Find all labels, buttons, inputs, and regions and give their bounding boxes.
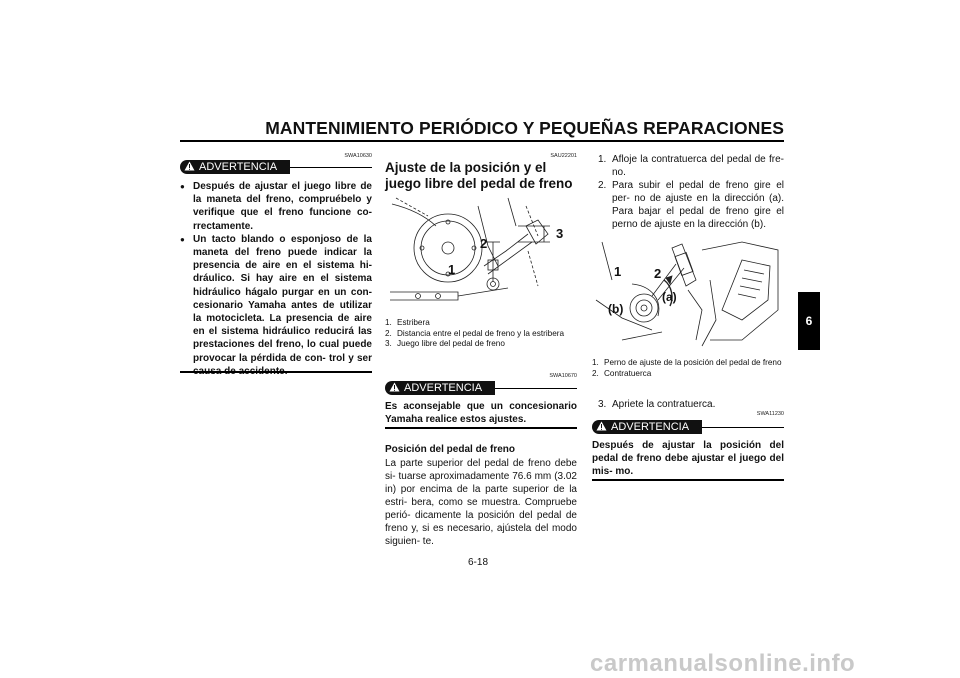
warning-end-rule [592, 479, 784, 481]
brake-pedal-figure [388, 196, 578, 308]
warning-header-line [702, 427, 784, 428]
caption-item: 2. Distancia entre el pedal de freno y la estribera [385, 328, 565, 338]
warning-end-rule [180, 371, 372, 373]
figure-callout: (b) [608, 302, 624, 316]
steps-list [598, 153, 784, 231]
section-heading: Ajuste de la posición y el juego libre del pedal de freno [385, 160, 573, 191]
footer-watermark[interactable]: carmanualsonline.info [590, 650, 856, 677]
warning-bullet: ● Un tacto blando o esponjoso de la maneta del freno puede indicar la presencia de aire en el sistema hi- dráulico. Si hay aire en el sistema hidráulico hágalo purgar en un con- cesionario Yamaha antes de utilizar la motocicleta. La presencia de aire en el sistema hidráulico reducirá las prestaciones del freno, lo cual puede provocar la pérdida de con- trol y ser [180, 233, 372, 378]
warning-triangle-icon [596, 421, 607, 434]
caption-item: 3. Juego libre del pedal de freno [385, 339, 505, 348]
warning-body [180, 180, 372, 378]
figure-callout: 1 [614, 264, 622, 279]
warning-text: Es aconsejable que un concesionario Yamaha realice estos ajustes. [385, 401, 577, 426]
warning-badge [592, 420, 702, 434]
step-item: 2. Para subir el pedal de freno gire el per- no de ajuste en la dirección (a). Para bajar el pedal de freno gire el perno de ajuste en la dirección (b). [598, 180, 784, 230]
warning-header [592, 420, 784, 434]
warning-header [180, 160, 372, 174]
adjusting-bolt-figure [592, 240, 784, 350]
warning-triangle-icon [389, 382, 400, 395]
warning-code: SWA10630 [344, 153, 372, 159]
warning-text: Después de ajustar la posición del pedal de freno debe ajustar el juego del mis- mo. [592, 440, 784, 478]
title-rule [180, 140, 784, 142]
figure-callout: 3 [556, 226, 564, 241]
step-item: 1. Afloje la contratuerca del pedal de fre- no. [598, 154, 784, 178]
warning-bullet: ● Después de ajustar el juego libre de la maneta del freno, compruébelo y verifique que el freno funcione co- rrectamente. [180, 180, 372, 233]
figure-callout: 2 [480, 236, 488, 251]
warning-label: ADVERTENCIA [611, 421, 690, 433]
section-tab[interactable]: 6 [798, 292, 820, 350]
warning-label: ADVERTENCIA [404, 382, 483, 394]
warning-badge [180, 160, 290, 174]
warning-header-line [495, 388, 577, 389]
warning-end-rule [385, 427, 577, 429]
caption-item: 1. Perno de ajuste de la posición del pedal de freno [592, 358, 782, 367]
caption-item: 1. Estribera [385, 318, 430, 327]
figure-callout: (a) [662, 290, 677, 304]
warning-code: SWA11230 [756, 411, 784, 417]
warning-header [385, 381, 577, 395]
figure-callout: 1 [448, 262, 456, 277]
figure-captions [592, 358, 784, 379]
section-code: SAU22201 [550, 153, 577, 159]
step-item [598, 398, 784, 411]
warning-triangle-icon [184, 161, 195, 174]
warning-code: SWA10670 [549, 373, 577, 379]
caption-item: 2. Contratuerca [592, 368, 652, 378]
subheading: Posición del pedal de freno [385, 444, 516, 455]
step-3: 3. Apriete la contratuerca. [598, 399, 716, 410]
figure-captions [385, 318, 575, 350]
page-title: MANTENIMIENTO PERIÓDICO Y PEQUEÑAS REPARACIONES [265, 118, 784, 138]
paragraph: La parte superior del pedal de freno debe si- tuarse aproximadamente 76.6 mm (3.02 in) por encima de la parte superior de la estri- bera, como se muestra. Compruebe perió- dicamente la posición del pedal de freno y, si es necesario, ajústela del modo siguien- te. [385, 458, 577, 547]
page-number: 6-18 [468, 557, 489, 568]
warning-label: ADVERTENCIA [199, 161, 278, 173]
figure-callout: 2 [654, 266, 662, 281]
warning-badge [385, 381, 495, 395]
warning-header-line [290, 167, 372, 168]
